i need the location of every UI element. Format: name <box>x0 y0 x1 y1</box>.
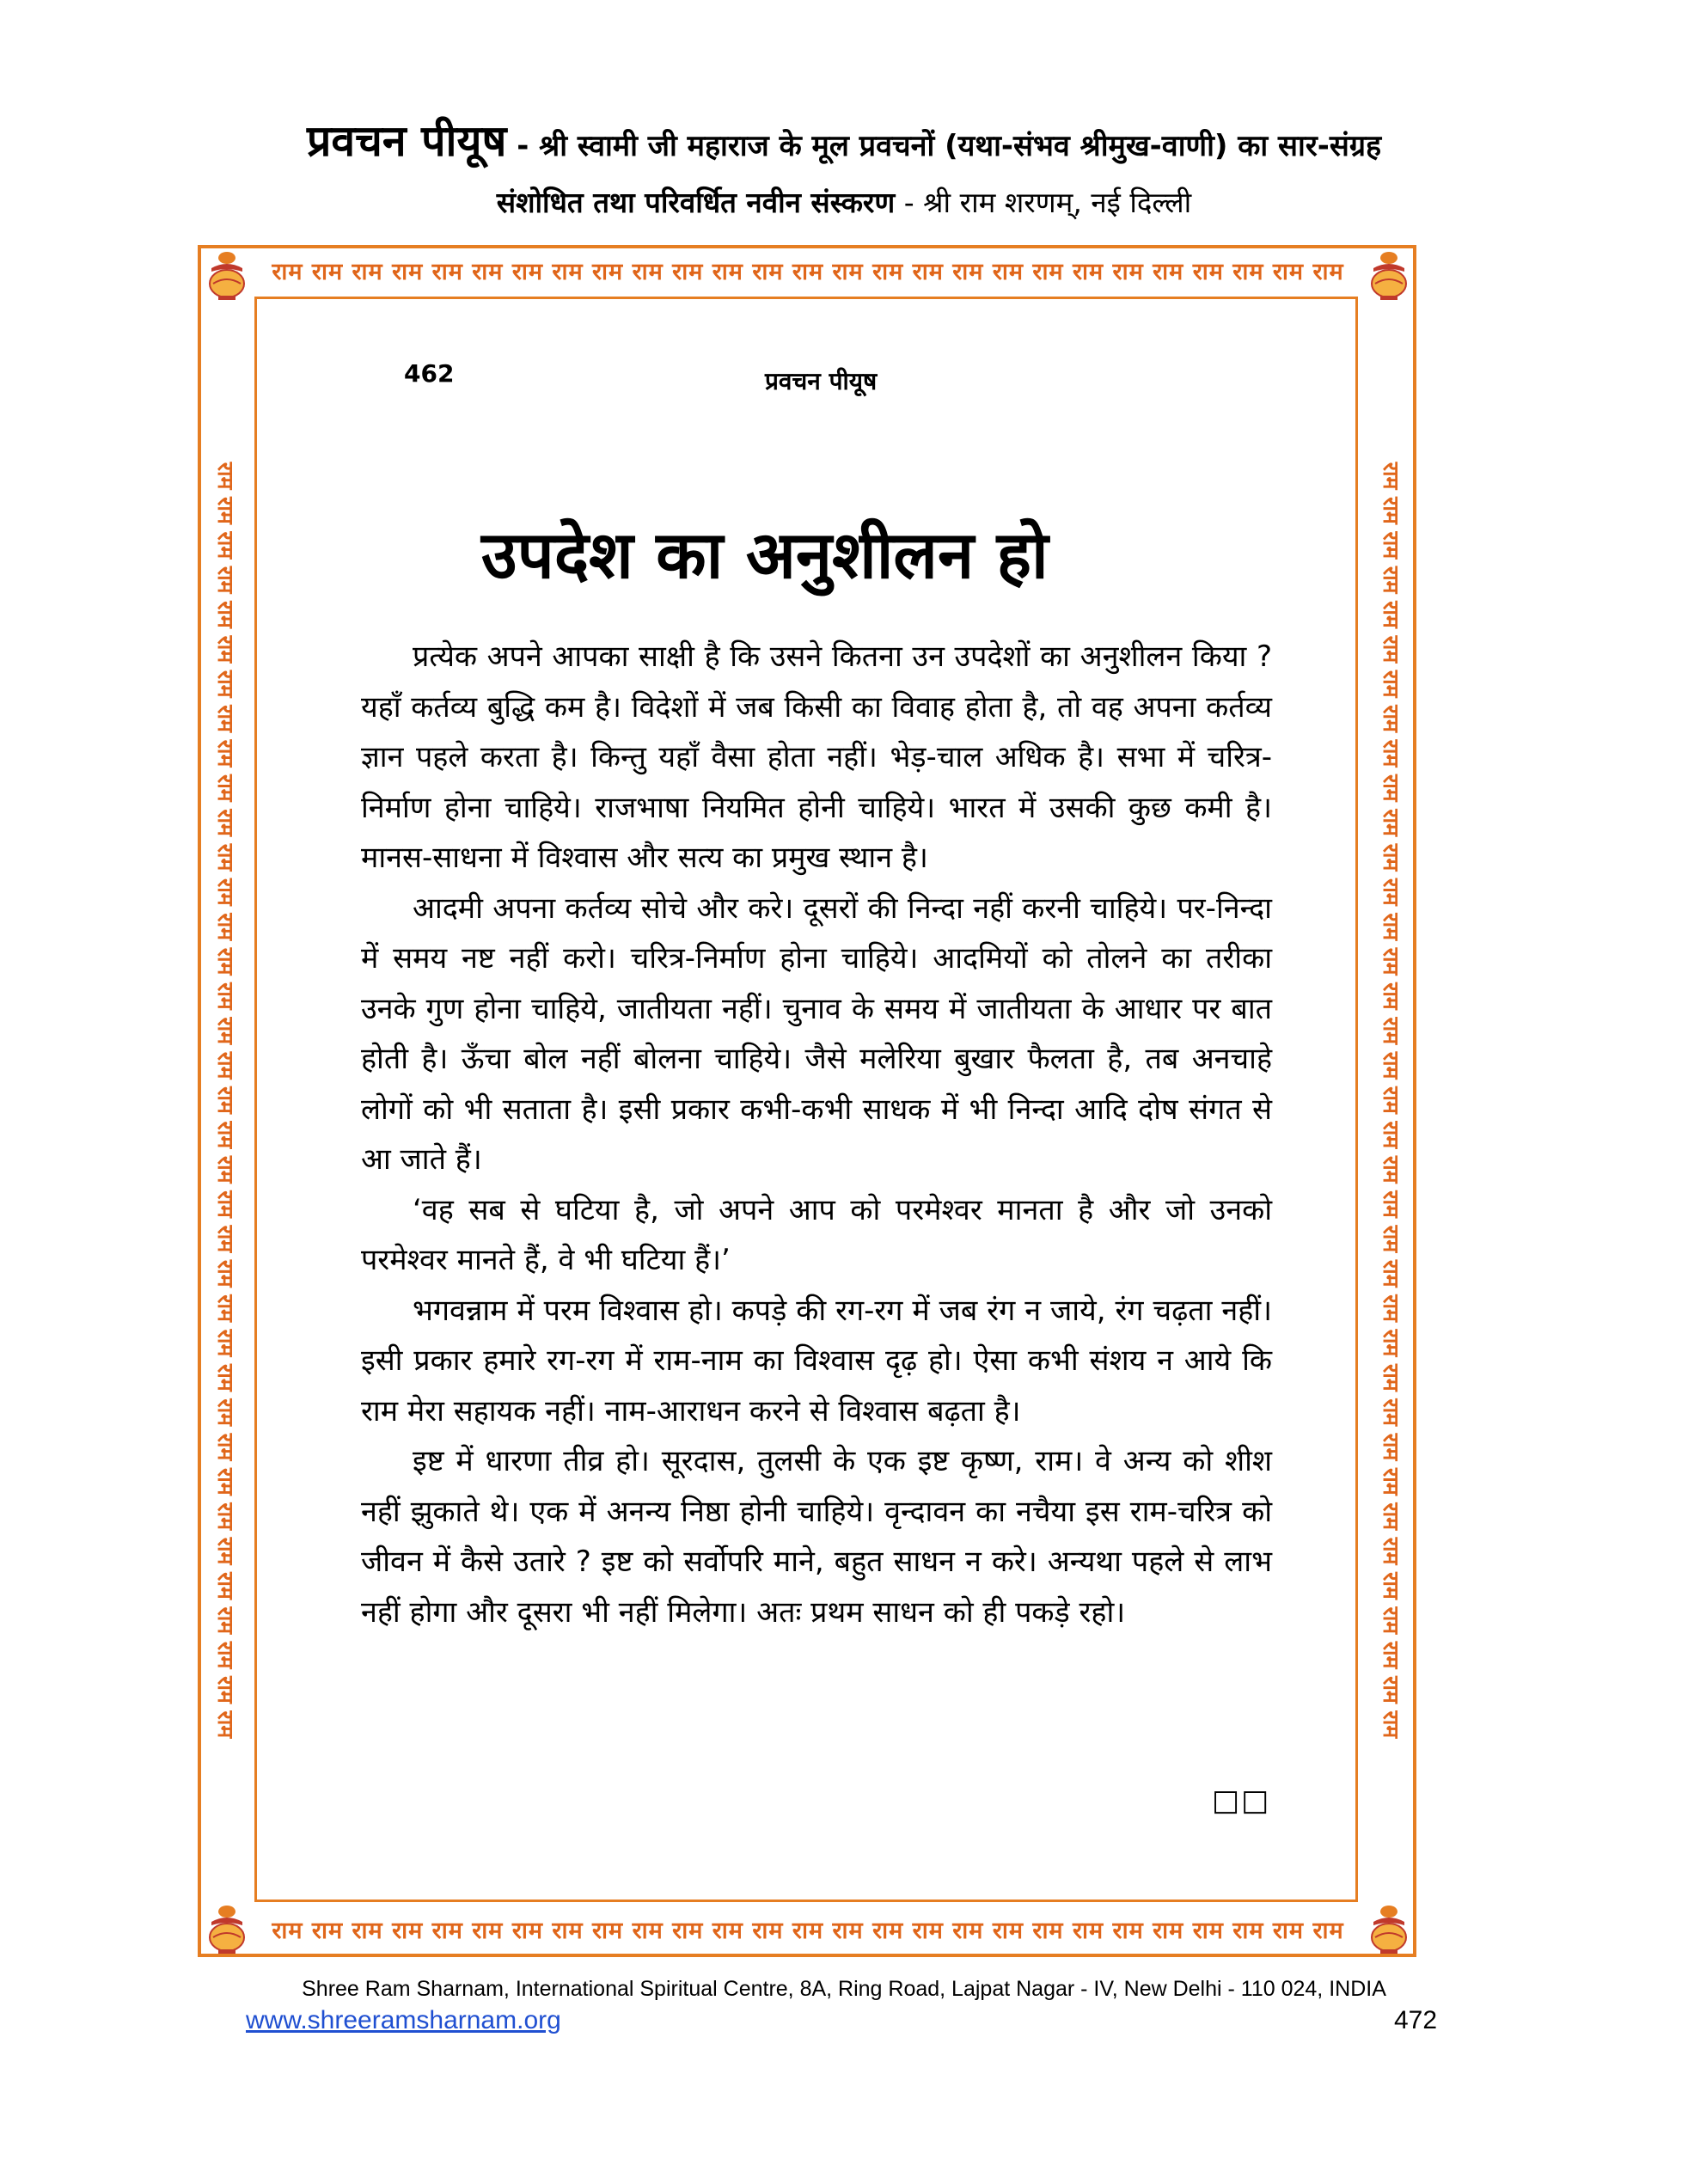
pdf-page-number: 472 <box>1394 2006 1438 2034</box>
ram-border-left-text: राम राम राम राम राम राम राम राम राम राम राम राम राम राम राम राम राम राम राम राम राम राम राम राम राम राम राम राम राम राम राम राम राम राम राम राम राम <box>213 462 238 1739</box>
running-head: प्रवचन पीयूष <box>765 367 878 395</box>
title-main: प्रवचन पीयूष <box>306 116 507 166</box>
chapter-title: उपदेश का अनुशीलन हो <box>481 517 1049 593</box>
ram-border-right <box>1373 327 1408 1874</box>
subtitle-publisher: - श्री राम शरणम्, नई दिल्ली <box>895 186 1192 219</box>
kalash-icon <box>1365 1903 1413 1955</box>
ram-border-top: राम राम राम राम राम राम राम राम राम राम राम राम राम राम राम राम राम राम राम राम राम राम राम राम राम राम राम <box>272 259 1344 285</box>
ram-border-left <box>208 327 242 1874</box>
end-mark: □□ <box>1212 1783 1271 1818</box>
paragraph: प्रत्येक अपने आपका साक्षी है कि उसने कितना उन उपदेशों का अनुशीलन किया ? यहाँ कर्तव्य बुद्धि कम है। विदेशों में जब किसी का विवाह होता है, तो वह अपना कर्तव्य ज्ञान पहले करता है। किन्तु यहाँ वैसा होता नहीं। भेड़-चाल अधिक है। सभा में चरित्र-निर्माण होना चाहिये। राजभाषा नियमित होनी चाहिये। भारत में उसकी कुछ कमी है। मानस-साधना में विश्वास और सत्य का प्रमुख स्थान है। <box>361 639 1272 875</box>
paragraph: इष्ट में धारणा तीव्र हो। सूरदास, तुलसी के एक इष्ट कृष्ण, राम। वे अन्य को शीश नहीं झुकाते थे। एक में अनन्य निष्ठा होनी चाहिये। वृन्दावन का नचैया इस राम-चरित्र को जीवन में कैसे उतारे ? इष्ट को सर्वोपरि माने, बहुत साधन न करे। अन्यथा पहले से लाभ नहीं होगा और दूसरा भी नहीं मिलेगा। अतः प्रथम साधन को ही पकड़े रहो। <box>361 1444 1272 1630</box>
body-text <box>361 632 1272 1637</box>
document-subtitle <box>0 182 1688 221</box>
kalash-icon <box>1365 249 1413 301</box>
subtitle-edition: संशोधित तथा परिवर्धित नवीन संस्करण <box>496 186 896 219</box>
book-page-number: 462 <box>404 359 455 388</box>
paragraph: आदमी अपना कर्तव्य सोचे और करे। दूसरों की निन्दा नहीं करनी चाहिये। पर-निन्दा में समय नष्ट नहीं करो। चरित्र-निर्माण होना चाहिये। आदमियों को तोलने का तरीका उनके गुण होना चाहिये, जातीयता नहीं। चुनाव के समय में जातीयता के आधार पर बात होती है। ऊँचा बोल नहीं बोलना चाहिये। जैसे मलेरिया बुखार फैलता है, तब अनचाहे लोगों को भी सताता है। इसी प्रकार कभी-कभी साधक में भी निन्दा आदि दोष संगत से आ जाते हैं। <box>361 890 1272 1177</box>
footer-address: Shree Ram Sharnam, International Spiritual Centre, 8A, Ring Road, Lajpat Nagar - IV, New Delhi - 110 024, INDIA <box>302 1977 1386 2001</box>
ram-border-right-text: राम राम राम राम राम राम राम राम राम राम राम राम राम राम राम राम राम राम राम राम राम राम राम राम राम राम राम राम राम राम राम राम राम राम राम राम राम <box>1379 462 1404 1739</box>
kalash-icon <box>203 1903 251 1955</box>
ram-border-bottom: राम राम राम राम राम राम राम राम राम राम राम राम राम राम राम राम राम राम राम राम राम राम राम राम राम राम राम <box>272 1918 1344 1944</box>
kalash-icon <box>203 249 251 301</box>
paragraph: भगवन्नाम में परम विश्वास हो। कपड़े की रग-रग में जब रंग न जाये, रंग चढ़ता नहीं। इसी प्रकार हमारे रग-रग में राम-नाम का विश्वास दृढ़ हो। ऐसा कभी संशय न आये कि राम मेरा सहायक नहीं। नाम-आराधन करने से विश्वास बढ़ता है। <box>361 1293 1272 1428</box>
title-description: - श्री स्वामी जी महाराज के मूल प्रवचनों (यथा-संभव श्रीमुख-वाणी) का सार-संग्रह <box>506 129 1382 163</box>
website-link[interactable]: www.shreeramsharnam.org <box>246 2006 561 2034</box>
paragraph: ‘वह सब से घटिया है, जो अपने आप को परमेश्वर मानता है और जो उनको परमेश्वर मानते हैं, वे भी घटिया हैं।’ <box>361 1192 1272 1277</box>
document-title <box>0 110 1688 168</box>
